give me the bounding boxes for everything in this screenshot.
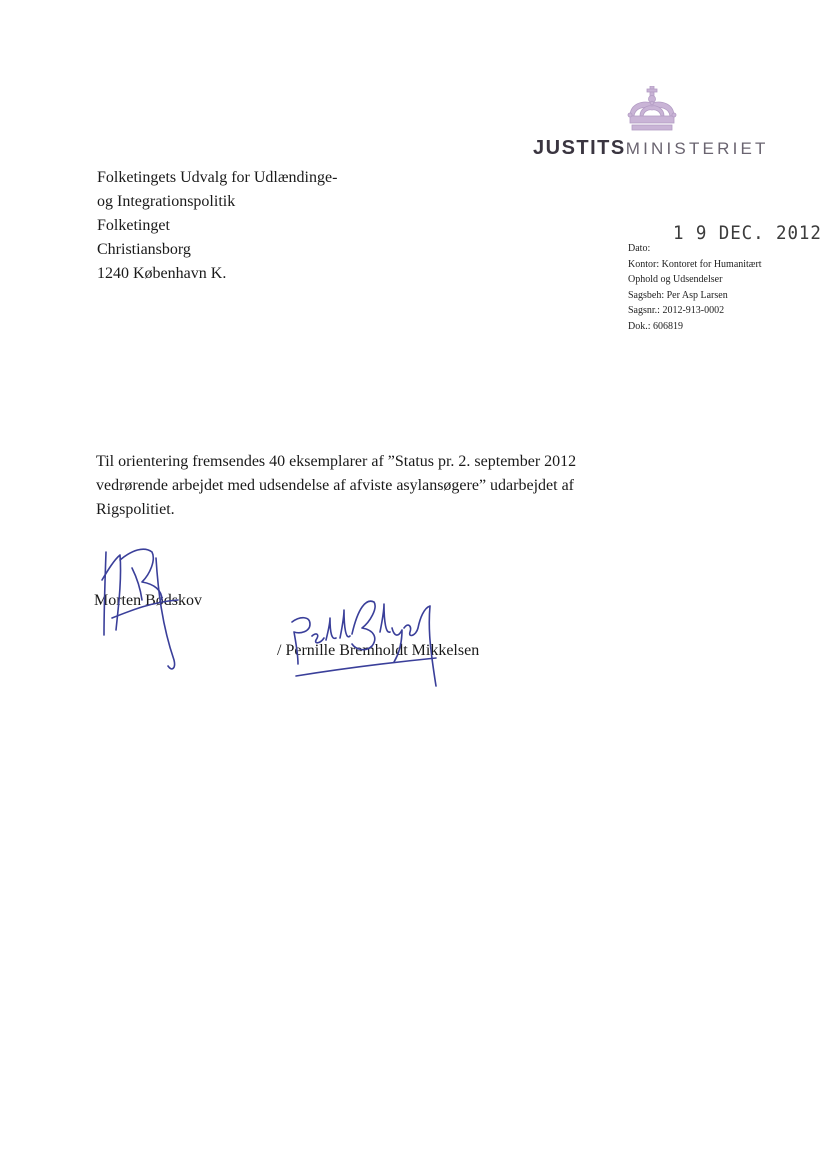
meta-dato: Dato: (628, 243, 651, 254)
body-line: Rigspolitiet. (96, 501, 175, 518)
ministry-wordmark (533, 138, 769, 158)
meta-dok: Dok.: 606819 (628, 320, 683, 332)
meta-sagsbeh: Sagsbeh: Per Asp Larsen (628, 289, 728, 301)
body-line: Til orientering fremsendes 40 eksemplarer af ”Status pr. 2. september 2012 (96, 453, 577, 470)
wordmark-bold: JUSTITS (533, 137, 626, 159)
body-line: vedrørende arbejdet med udsendelse af afviste asylansøgere” udarbejdet af (96, 477, 574, 494)
meta-kontor: Kontor: Kontoret for Humanitært (628, 258, 762, 270)
recipient-line: Folketingets Udvalg for Udlændinge- (97, 169, 338, 186)
meta-kontor-cont: Ophold og Udsendelser (628, 274, 723, 286)
handwritten-signature-2 (286, 588, 446, 688)
signer-name-2: / Pernille Bremholdt Mikkelsen (277, 642, 480, 659)
recipient-line: 1240 København K. (97, 265, 227, 282)
recipient-line: Christiansborg (97, 241, 191, 258)
signer-name-1: Morten Bødskov (94, 592, 202, 609)
crown-logo-icon (626, 86, 678, 134)
date-stamp: 1 9 DEC. 2012 (673, 222, 822, 244)
letter-body (96, 450, 616, 522)
recipient-line: og Integrationspolitik (97, 193, 236, 210)
wordmark-light: MINISTERIET (625, 139, 769, 158)
meta-sagsnr: Sagsnr.: 2012-913-0002 (628, 305, 725, 317)
case-metadata (628, 241, 762, 335)
recipient-address (97, 166, 337, 286)
recipient-line: Folketinget (97, 217, 170, 234)
